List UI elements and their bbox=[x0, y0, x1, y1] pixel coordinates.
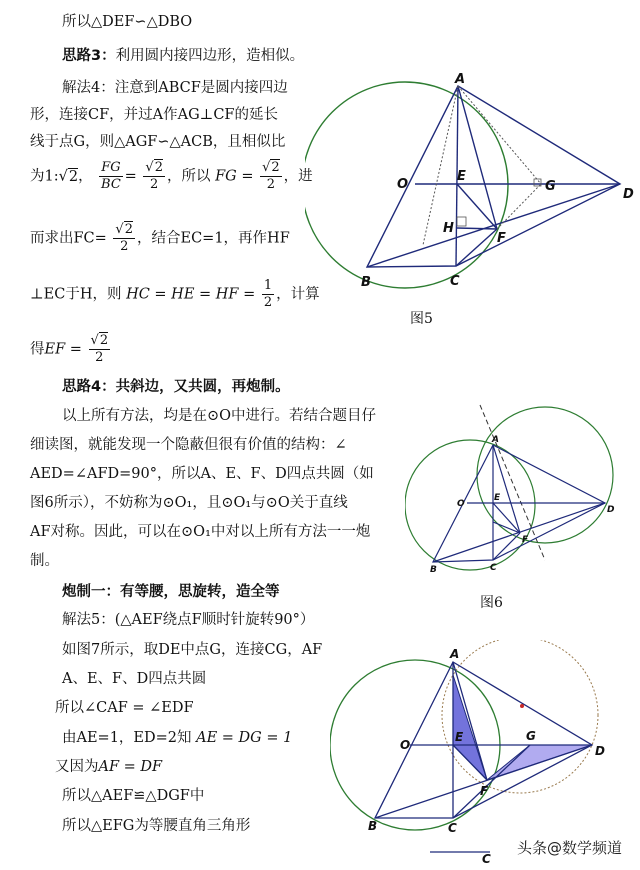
center-o1-dot bbox=[520, 704, 524, 708]
fraction-root2-over-2-b bbox=[260, 160, 282, 193]
frac-den: BC bbox=[101, 177, 121, 192]
af-df: AF = DF bbox=[98, 759, 163, 775]
also-because: 又因为 bbox=[55, 759, 99, 775]
frac-num: 1 bbox=[263, 278, 273, 293]
para-4: 图6所示），不妨称为⊙O₁，且⊙O₁与⊙O关于直线 bbox=[30, 495, 348, 511]
frac-den: 2 bbox=[150, 177, 159, 192]
method4-line-c: 线于点G，则△AGF∽△ACB，且相似比 bbox=[30, 134, 286, 150]
frac-den: 2 bbox=[95, 350, 104, 365]
frac-num: √2 bbox=[145, 160, 163, 175]
sqrt-val: 2 bbox=[271, 160, 280, 175]
ef-eq: EF = bbox=[44, 341, 82, 358]
method4-line-e bbox=[30, 222, 290, 255]
frac-num: √2 bbox=[262, 160, 280, 175]
line-af-dashed bbox=[480, 405, 545, 560]
para-1: 以上所有方法，均是在⊙O中进行。若结合题目仔 bbox=[62, 408, 377, 424]
figure-6 bbox=[405, 400, 635, 580]
caption-fig6: 图6 bbox=[480, 595, 503, 611]
method5-line-e bbox=[62, 726, 292, 747]
method4-line-f bbox=[30, 278, 320, 311]
label-d: D bbox=[595, 744, 605, 758]
sqrt-sign: √ bbox=[58, 168, 68, 185]
make1-heading: 炮制一：有等腰，思旋转，造全等 bbox=[62, 584, 280, 600]
fc-eq: 而求出FC= bbox=[30, 230, 107, 247]
para-3: AED=∠AFD=90°，所以A、E、F、D四点共圆（如 bbox=[30, 466, 374, 482]
label-f: F bbox=[522, 535, 529, 545]
label-g: G bbox=[526, 729, 536, 743]
method5-line-a: 解法5：(△AEF绕点F顺时针旋转90°） bbox=[62, 612, 315, 628]
method4-line-d bbox=[30, 160, 313, 193]
label-d: D bbox=[623, 187, 634, 202]
label-c: C bbox=[490, 563, 497, 573]
frac-num: √2 bbox=[90, 333, 109, 348]
watermark-logo: 头条@数学频道 bbox=[513, 835, 626, 860]
circle-o1 bbox=[477, 407, 613, 543]
sqrt-val: 2 bbox=[99, 333, 109, 348]
fg-eq: FG = bbox=[215, 168, 254, 185]
para-2: 细读图，就能发现一个隐蔽但很有价值的结构：∠ bbox=[30, 437, 347, 453]
label-a: A bbox=[455, 72, 466, 87]
fraction-root2-over-2 bbox=[143, 160, 165, 193]
label-o: O bbox=[397, 177, 409, 192]
frac-den: 2 bbox=[266, 177, 276, 192]
figure-7 bbox=[330, 640, 635, 865]
label-o: O bbox=[400, 738, 411, 752]
ae-ed: 由AE=1，ED=2知 bbox=[62, 730, 192, 746]
label-e: E bbox=[494, 493, 501, 503]
label-b: B bbox=[361, 275, 371, 290]
label-c: C bbox=[448, 821, 457, 835]
label-f: F bbox=[497, 231, 506, 246]
idea4-heading: 思路4：共斜边，又共圆，再炮制。 bbox=[62, 379, 290, 395]
fraction-fc bbox=[113, 222, 135, 255]
text-ec: ，结合EC=1，再作HF bbox=[137, 230, 290, 247]
label-b: B bbox=[430, 565, 437, 575]
ae-dg: AE = DG = 1 bbox=[196, 730, 293, 746]
line-similar-def-dbo: 所以△DEF∽△DBO bbox=[62, 14, 193, 30]
caption-fig5: 图5 bbox=[410, 311, 433, 327]
label-a: A bbox=[450, 647, 460, 661]
idea3-body: 利用圆内接四边形，造相似。 bbox=[115, 48, 305, 64]
figure-5 bbox=[305, 70, 640, 300]
text-calc: ，计算 bbox=[276, 286, 320, 303]
frac-den: 2 bbox=[263, 295, 273, 310]
frac-num: FG bbox=[101, 160, 121, 175]
method5-line-f bbox=[55, 755, 162, 776]
label-a: A bbox=[492, 435, 499, 445]
idea3-heading: 思路3： bbox=[62, 48, 116, 64]
text-jin: ，进 bbox=[283, 168, 313, 185]
fraction-fg-bc bbox=[99, 160, 122, 193]
comma: ， bbox=[78, 168, 93, 185]
label-d: D bbox=[607, 505, 615, 515]
para-5: AF对称。因此，可以在⊙O₁中对以上所有方法一一炮 bbox=[30, 524, 371, 540]
method5-line-d: 所以∠CAF = ∠EDF bbox=[55, 700, 194, 716]
label-f: F bbox=[480, 784, 489, 798]
sqrt-value: 2 bbox=[68, 168, 79, 185]
fraction-ef bbox=[89, 333, 111, 366]
equals: = bbox=[124, 168, 137, 185]
label-e: E bbox=[457, 169, 466, 184]
sqrt-val: 2 bbox=[124, 222, 133, 237]
sqrt-val: 2 bbox=[154, 160, 163, 175]
text-so: ，所以 bbox=[166, 168, 211, 185]
text-de: 得 bbox=[30, 341, 45, 358]
hc-eq: HC = HE = HF = bbox=[126, 286, 256, 303]
label-e: E bbox=[455, 730, 464, 744]
method5-line-h: 所以△EFG为等腰直角三角形 bbox=[62, 818, 251, 834]
method4-line-g bbox=[30, 333, 112, 366]
frac-num: √2 bbox=[115, 222, 133, 237]
frac-den: 2 bbox=[120, 239, 129, 254]
idea3-line bbox=[62, 44, 304, 65]
method5-line-c: A、E、F、D四点共圆 bbox=[62, 671, 207, 687]
fraction-half bbox=[262, 278, 274, 311]
dotted-ag bbox=[458, 86, 541, 184]
para-6: 制。 bbox=[30, 553, 59, 569]
label-c: C bbox=[450, 274, 460, 289]
method5-line-g: 所以△AEF≌△DGF中 bbox=[62, 788, 205, 804]
label-h: H bbox=[443, 221, 454, 236]
label-o: O bbox=[457, 499, 465, 509]
hf-perp: ⊥EC于H，则 bbox=[30, 286, 122, 303]
method4-line-b: 形，连接CF，并过A作AG⊥CF的延长 bbox=[30, 107, 278, 123]
line-bd bbox=[375, 745, 592, 818]
line-hf bbox=[457, 228, 497, 229]
label-c-lower: C bbox=[482, 852, 491, 865]
ratio-prefix: 为1: bbox=[30, 168, 59, 185]
line-cf bbox=[456, 229, 497, 266]
label-g: G bbox=[545, 179, 556, 194]
right-angle-mark-h bbox=[457, 217, 466, 226]
dotted-fg bbox=[497, 184, 541, 229]
circle-o bbox=[405, 440, 535, 570]
label-b: B bbox=[368, 819, 378, 833]
method4-line-a: 解法4：注意到ABCF是圆内接四边 bbox=[62, 80, 288, 96]
method5-line-b: 如图7所示，取DE中点G，连接CG，AF bbox=[62, 642, 323, 658]
